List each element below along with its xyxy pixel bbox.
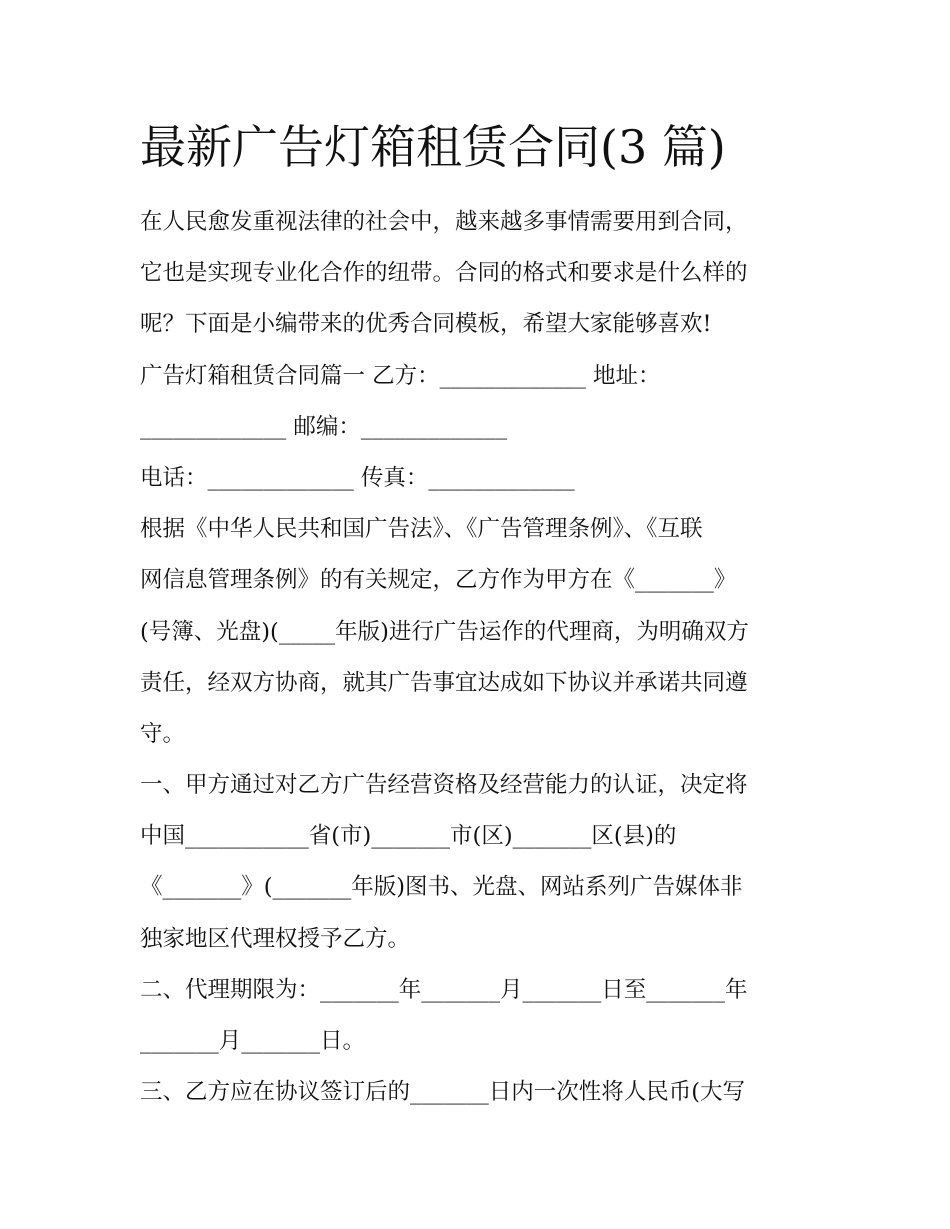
- body-line: _______月_______日。: [140, 1028, 366, 1054]
- body-line: 网信息管理条例》的有关规定，乙方作为甲方在《_______》: [140, 567, 737, 594]
- body-line: 呢？下面是小编带来的优秀合同模板，希望大家能够喜欢!: [140, 311, 712, 338]
- body-line: _____________ 邮编：_____________: [140, 413, 508, 440]
- body-line: 独家地区代理权授予乙方。: [140, 925, 411, 952]
- body-line: 电话：_____________ 传真：_____________: [140, 464, 575, 491]
- body-line: 广告灯箱租赁合同篇一 乙方：_____________ 地址：: [140, 362, 661, 389]
- body-line: 在人民愈发重视法律的社会中，越来越多事情需要用到合同，: [140, 209, 748, 235]
- body-line: (号簿、光盘)(_____年版)进行广告运作的代理商，为明确双方: [140, 618, 749, 645]
- body-line: 一、甲方通过对乙方广告经营资格及经营能力的认证，决定将: [140, 772, 748, 799]
- document-body: [140, 197, 830, 1118]
- body-line: 守。: [140, 720, 186, 747]
- body-line: 责任，经双方协商，就其广告事宜达成如下协议并承诺共同遵: [140, 669, 748, 696]
- body-line: 三、乙方应在协议签订后的_______日内一次性将人民币(大写: [140, 1079, 746, 1106]
- body-line: 根据《中华人民共和国广告法》、《广告管理条例》、《互联: [140, 516, 703, 543]
- document-title: 最新广告灯箱租赁合同(3 篇): [140, 120, 726, 174]
- body-line: 它也是实现专业化合作的纽带。合同的格式和要求是什么样的: [140, 260, 748, 287]
- body-line: 中国___________省(市)_______市(区)_______区(县)的: [140, 823, 677, 850]
- body-line: 二、代理期限为：_______年_______月_______日至_______年: [140, 976, 748, 1003]
- body-line: 《_______》(_______年版)图书、光盘、网站系列广告媒体非: [140, 874, 743, 901]
